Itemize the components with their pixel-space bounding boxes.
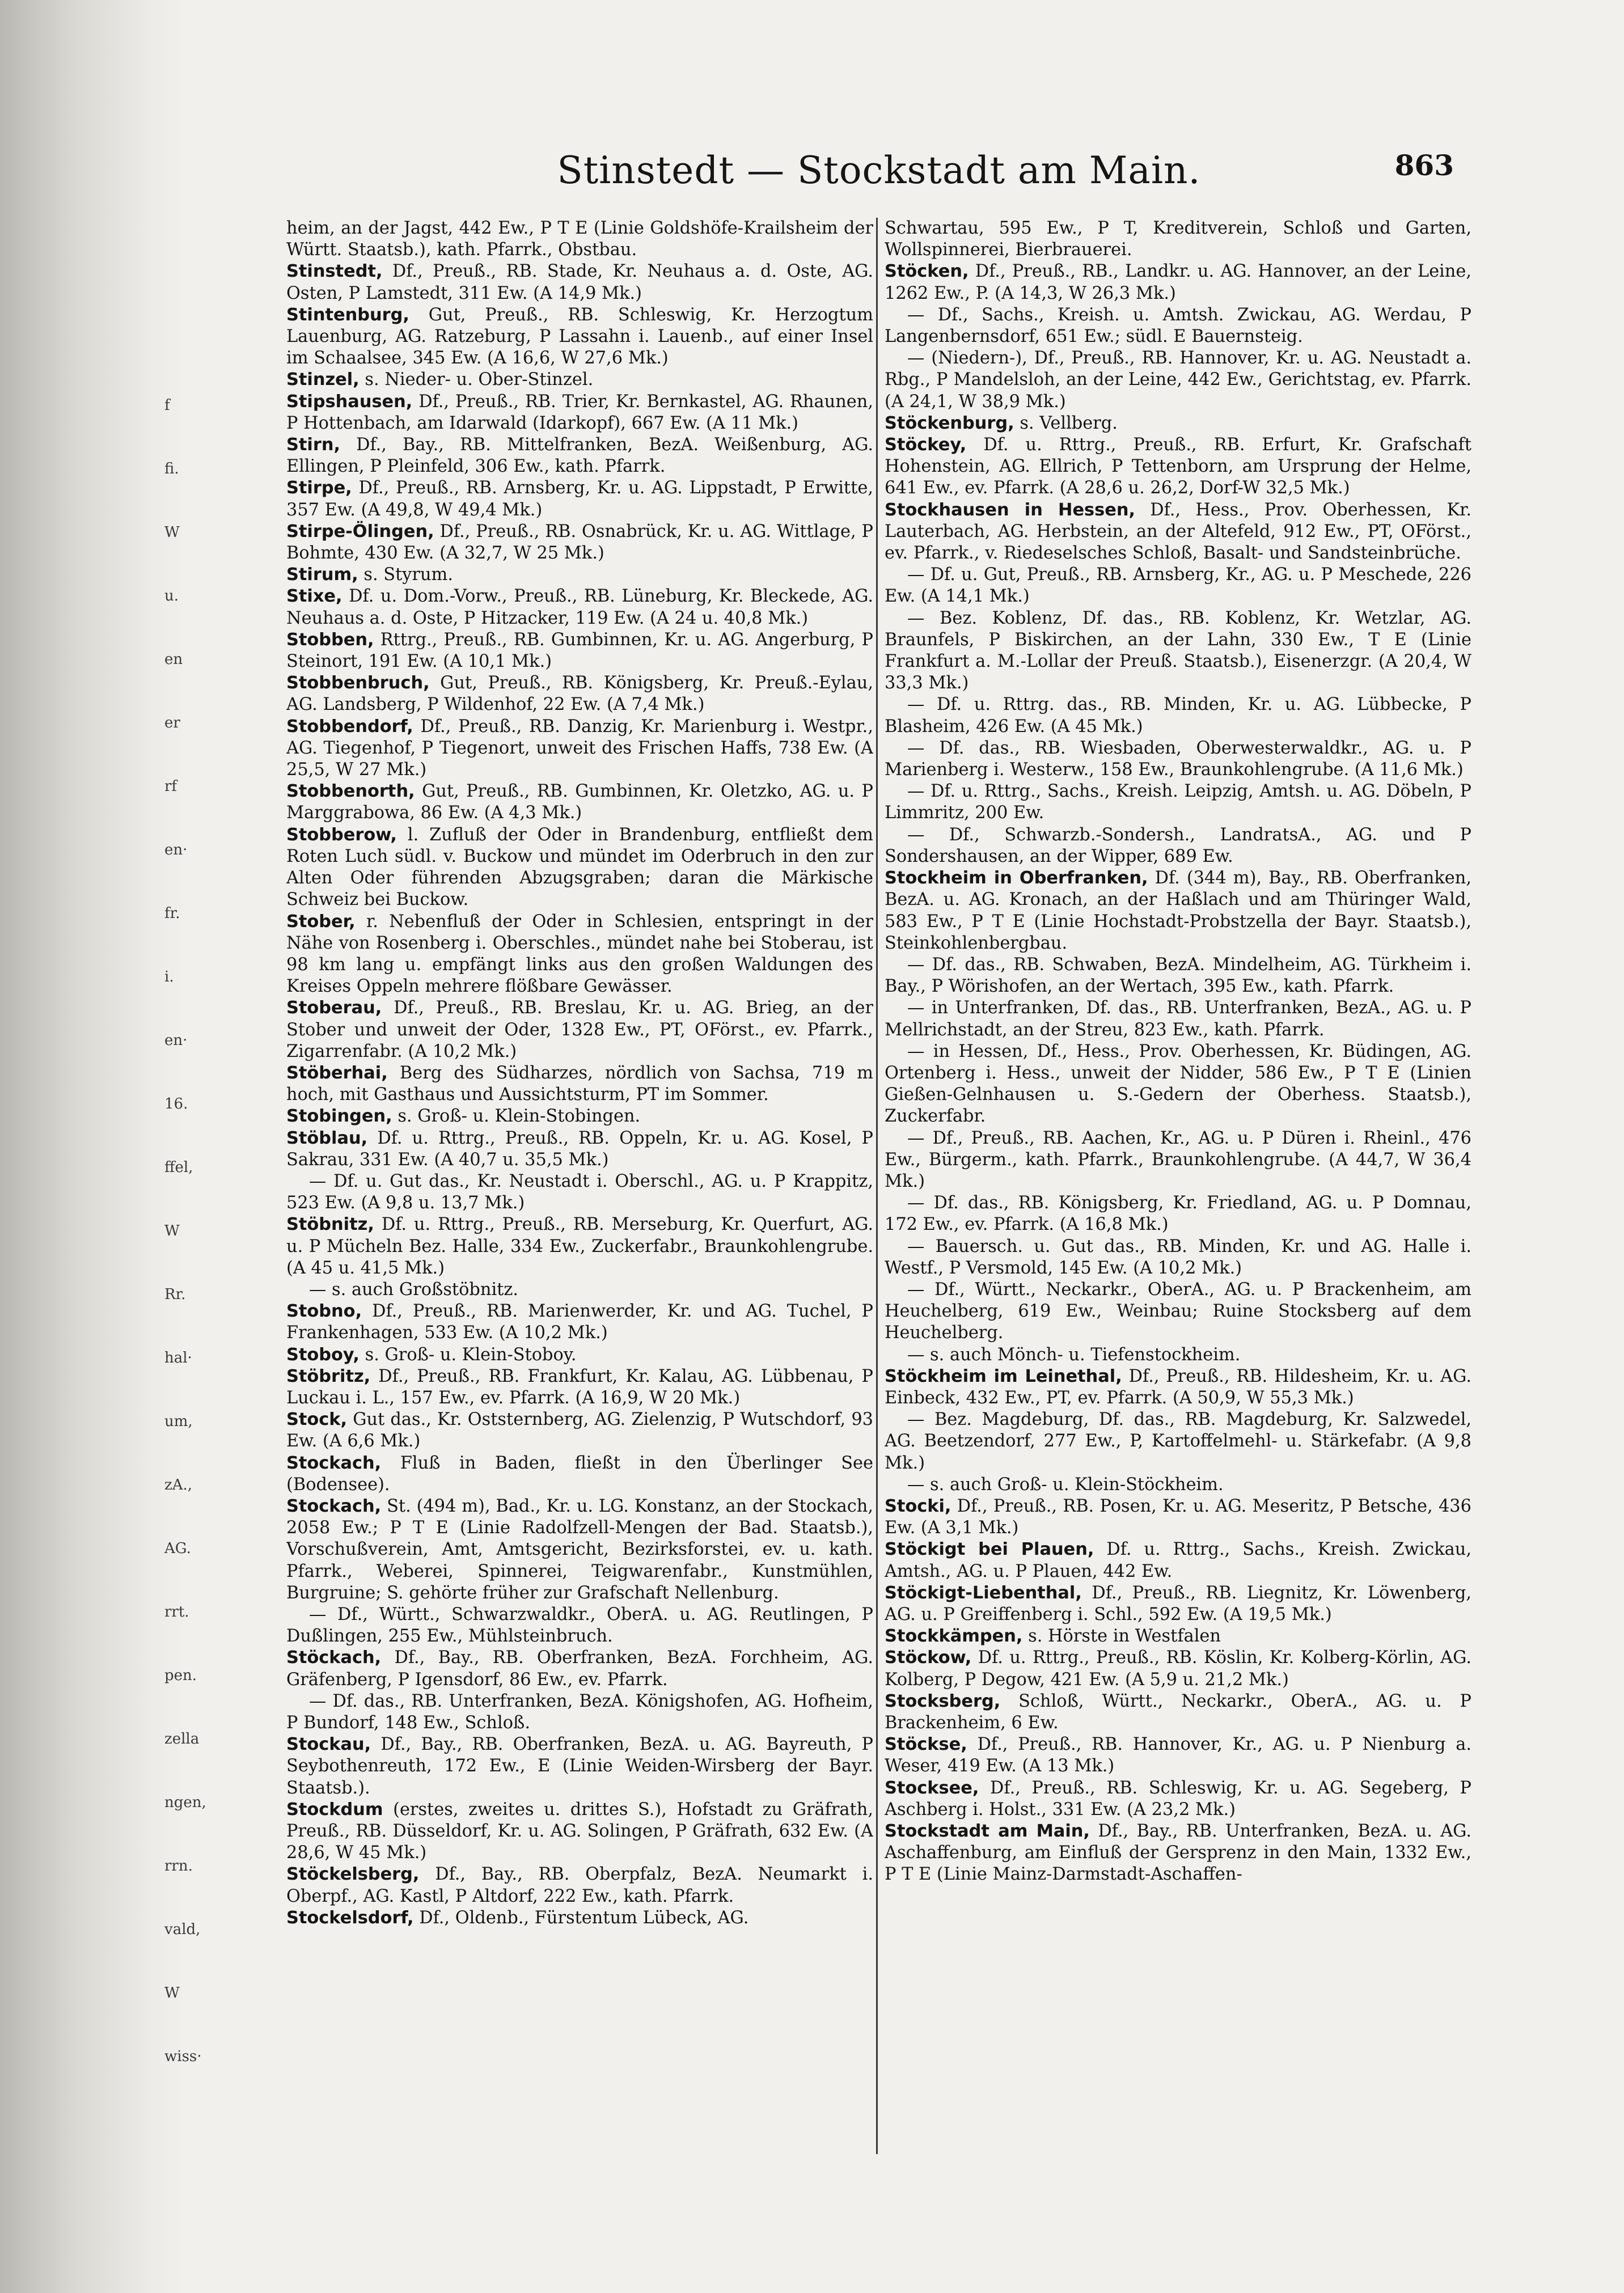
dictionary-entry [885, 1409, 1471, 1474]
page-number: 863 [1394, 149, 1454, 182]
entry-description: s. Nieder- u. Ober-Stinzel. [365, 370, 594, 390]
dictionary-entry [286, 781, 873, 824]
dictionary-entry [286, 521, 873, 564]
entry-description: Gut, Preuß., RB. Gumbinnen, Kr. Oletzko, AG. u. P Marggrabowa, 86 Ew. (A 4,3 Mk.) [286, 781, 873, 823]
entry-description: Df., Bay., RB. Oberfranken, BezA. Forchheim, AG. Gräfenberg, P Igensdorf, 86 Ew., ev. Pfarrk. [286, 1648, 873, 1690]
dictionary-entry [286, 1214, 873, 1279]
dictionary-entry [286, 716, 873, 781]
entry-description: Rttrg., Preuß., RB. Gumbinnen, Kr. u. AG. Angerburg, P Steinort, 191 Ew. (A 10,1 Mk.) [286, 629, 873, 672]
entry-description: Df., Hess., Prov. Oberhessen, Kr. Lauterbach, AG. Herbstein, an der Altefeld, 912 Ew., PT, OFörst., ev. Pfarrk., v. Riedeselsches Schloß, Basalt- und Sandsteinbrüche. [885, 500, 1471, 564]
entry-headword: Stockach, [286, 1496, 382, 1516]
entry-description: Df., Preuß., RB., Landkr. u. AG. Hannover, an der Leine, 1262 Ew., P. (A 14,3, W 26,3 Mk.) [885, 261, 1471, 303]
entry-description: s. Groß- u. Klein-Stobingen. [397, 1106, 641, 1127]
dictionary-entry [286, 261, 873, 304]
left-column [286, 218, 873, 2157]
dictionary-entry [885, 413, 1471, 434]
entry-headword: Stocki, [885, 1496, 951, 1516]
entry-headword: Stöcken, [885, 261, 969, 282]
dictionary-entry [885, 1344, 1471, 1366]
dictionary-entry [885, 218, 1471, 261]
entry-headword: Stöckigt bei Plauen, [885, 1539, 1094, 1560]
entry-headword: Stobben, [286, 629, 374, 650]
entry-description: s. Vellberg. [1020, 413, 1118, 433]
dictionary-entry [885, 1647, 1471, 1690]
dictionary-entry [286, 391, 873, 434]
margin-fragment: ngen, [164, 1794, 206, 1811]
dictionary-entry [286, 1344, 873, 1366]
margin-fragment: zA., [164, 1477, 193, 1494]
entry-description: — Df. das., RB. Wiesbaden, Oberwesterwaldkr., AG. u. P Marienberg i. Westerw., 158 Ew., Braunkohlengrube. (A 11,6 Mk.) [885, 738, 1471, 780]
entry-headword: Stocksberg, [885, 1691, 1001, 1711]
entry-headword: Stinstedt, [286, 261, 383, 282]
margin-fragment: W [164, 524, 180, 541]
entry-description: Gut das., Kr. Oststernberg, AG. Zielenzig, P Wutschdorf, 93 Ew. (A 6,6 Mk.) [286, 1410, 873, 1452]
margin-fragment: fr. [164, 905, 180, 922]
entry-headword: Stöckach, [286, 1648, 382, 1668]
dictionary-entry [885, 1474, 1471, 1496]
entry-headword: Stöckow, [885, 1648, 972, 1668]
entry-headword: Stoboy, [286, 1344, 360, 1365]
entry-headword: Stöckigt-Liebenthal, [885, 1583, 1082, 1603]
entry-headword: Stinzel, [286, 370, 360, 390]
dictionary-entry [885, 954, 1471, 997]
entry-description: (erstes, zweites u. drittes S.), Hofstadt zu Gräfrath, Preuß., RB. Düsseldorf, Kr. u. AG. Solingen, P Gräfrath, 632 Ew. (A 28,6, W 45 Mk.) [286, 1799, 873, 1863]
margin-fragment: W [164, 1222, 180, 1239]
entry-description: s. Hörste in Westfalen [1028, 1626, 1221, 1647]
entry-headword: Stöckenburg, [885, 413, 1014, 433]
entry-headword: Stöckey, [885, 435, 967, 455]
entry-headword: Stober, [286, 911, 356, 932]
entry-headword: Stintenburg, [286, 304, 409, 325]
dictionary-entry [885, 824, 1471, 868]
entry-description: Df., Bay., RB. Oberfranken, BezA. u. AG. Bayreuth, P Seybothenreuth, 172 Ew., E (Linie Weiden-Wirsberg der Bayr. Staatsb.). [286, 1734, 873, 1798]
dictionary-entry [885, 434, 1471, 500]
entry-description: Df. u. Rttrg., Sachs., Kreish. Zwickau, Amtsh., AG. u. P Plauen, 442 Ew. [885, 1539, 1471, 1581]
entry-headword: Stöbnitz, [286, 1215, 374, 1235]
dictionary-entry [885, 1128, 1471, 1193]
dictionary-entry [286, 629, 873, 672]
entry-description: Gut, Preuß., RB. Schleswig, Kr. Herzogtum Lauenburg, AG. Ratzeburg, P Lassahn i. Lauenb., auf einer Insel im Schaalsee, 345 Ew. (A 16,6, W 27,6 Mk.) [286, 304, 873, 369]
dictionary-entry [286, 434, 873, 477]
entry-description: Df., Preuß., RB. Liegnitz, Kr. Löwenberg, AG. u. P Greiffenberg i. Schl., 592 Ew. (A 19,5 Mk.) [885, 1583, 1471, 1624]
entry-headword: Stöberhai, [286, 1063, 388, 1083]
margin-fragment: wiss· [164, 2048, 202, 2065]
entry-headword: Stirum, [286, 565, 358, 585]
margin-fragment: u. [164, 587, 179, 604]
entry-description: Gut, Preuß., RB. Königsberg, Kr. Preuß.-Eylau, AG. Landsberg, P Wildenhof, 22 Ew. (A 7,4 Mk.) [286, 673, 873, 715]
entry-headword: Stöblau, [286, 1128, 368, 1148]
margin-fragment: 16. [164, 1095, 188, 1112]
dictionary-entry [885, 1366, 1471, 1409]
entry-description: Berg des Südharzes, nördlich von Sachsa, 719 m hoch, mit Gasthaus und Aussichtsturm, PT im Sommer. [286, 1063, 873, 1105]
dictionary-entry [885, 608, 1471, 695]
margin-fragment: Rr. [164, 1286, 186, 1303]
dictionary-entry [885, 781, 1471, 824]
margin-fragment: en· [164, 1032, 188, 1049]
margin-fragment: ffel, [164, 1159, 193, 1176]
dictionary-entry [286, 369, 873, 391]
entry-description: — Df., Württ., Schwarzwaldkr., OberA. u. AG. Reutlingen, P Dußlingen, 255 Ew., Mühlsteinbruch. [286, 1605, 873, 1647]
dictionary-entry [286, 586, 873, 629]
dictionary-entry [286, 997, 873, 1063]
entry-description: — Df. u. Gut, Preuß., RB. Arnsberg, Kr., AG. u. P Meschede, 226 Ew. (A 14,1 Mk.) [885, 565, 1471, 607]
entry-description: Df. u. Rttrg., Preuß., RB. Erfurt, Kr. Grafschaft Hohenstein, AG. Ellrich, P Tettenborn, am Ursprung der Helme, 641 Ew., ev. Pfarrk. (A 28,6 u. 26,2, Dorf-W 32,5 Mk.) [885, 435, 1471, 498]
dictionary-entry [286, 1691, 873, 1734]
dictionary-entry [286, 1453, 873, 1496]
dictionary-entry [286, 1106, 873, 1127]
dictionary-entry [286, 1409, 873, 1452]
entry-description: — Df., Sachs., Kreish. u. Amtsh. Zwickau, AG. Werdau, P Langenbernsdorf, 651 Ew.; südl. E Bauernsteig. [885, 304, 1471, 347]
entry-description: Df. (344 m), Bay., RB. Oberfranken, BezA. u. AG. Kronach, an der Haßlach und am Thüringer Wald, 583 Ew., P T E (Linie Hochstadt-Probstzella der Bayr. Staatsb.), Steinkohlenbergbau. [885, 868, 1471, 953]
dictionary-entry [286, 911, 873, 998]
entry-headword: Stobingen, [286, 1106, 392, 1127]
entry-description: Fluß in Baden, fließt in den Überlinger See (Bodensee). [286, 1453, 873, 1495]
dictionary-entry [885, 738, 1471, 781]
margin-fragment: zella [164, 1731, 200, 1748]
entry-description: — Bauersch. u. Gut das., RB. Minden, Kr. und AG. Halle i. Westf., P Versmold, 145 Ew. (A 10,2 Mk.) [885, 1236, 1471, 1278]
entry-description: Df., Bay., RB. Mittelfranken, BezA. Weißenburg, AG. Ellingen, P Pleinfeld, 306 Ew., kath. Pfarrk. [286, 435, 873, 477]
dictionary-entry [885, 1691, 1471, 1734]
entry-description: Df., Preuß., RB. Breslau, Kr. u. AG. Brieg, an der Stober und unweit der Oder, 1328 Ew., PT, OFörst., ev. Pfarrk., Zigarrenfabr. (A 10,2 Mk.) [286, 998, 873, 1061]
entry-description: s. Groß- u. Klein-Stoboy. [365, 1344, 577, 1365]
entry-headword: Stoberau, [286, 998, 382, 1018]
entry-description: Df., Preuß., RB. Danzig, Kr. Marienburg i. Westpr., AG. Tiegenhof, P Tiegenort, unweit des Frischen Haffs, 738 Ew. (A 25,5, W 27 Mk.) [286, 716, 873, 780]
margin-fragment: vald, [164, 1921, 201, 1938]
dictionary-entry [286, 1799, 873, 1864]
entry-description: — in Unterfranken, Df. das., RB. Unterfranken, BezA., AG. u. P Mellrichstadt, an der Streu, 823 Ew., kath. Pfarrk. [885, 998, 1471, 1040]
dictionary-entry [885, 997, 1471, 1040]
entry-headword: Stockstadt am Main, [885, 1821, 1090, 1842]
entry-headword: Stockdum [286, 1799, 383, 1820]
dictionary-entry [286, 1647, 873, 1690]
entry-description: Df., Preuß., RB. Schleswig, Kr. u. AG. Segeberg, P Aschberg i. Holst., 331 Ew. (A 23,2 Mk.) [885, 1778, 1471, 1820]
dictionary-entry [286, 1171, 873, 1214]
entry-description: Df., Bay., RB. Unterfranken, BezA. u. AG. Aschaffenburg, am Einfluß der Gersprenz in den Main, 1332 Ew., P T E (Linie Mainz-Darmstadt-Aschaffen- [885, 1821, 1471, 1885]
entry-headword: Stirpe, [286, 478, 352, 498]
entry-description: — Df., Württ., Neckarkr., OberA., AG. u. P Brackenheim, am Heuchelberg, 619 Ew., Weinbau; Ruine Stocksberg auf dem Heuchelberg. [885, 1279, 1471, 1343]
entry-headword: Stöckelsberg, [286, 1864, 420, 1885]
entry-description: — s. auch Groß- u. Klein-Stöckheim. [907, 1474, 1224, 1495]
entry-description: heim, an der Jagst, 442 Ew., P T E (Linie Goldshöfe-Krailsheim der Württ. Staatsb.), kath. Pfarrk., Obstbau. [286, 218, 873, 260]
dictionary-entry [885, 1236, 1471, 1279]
entry-description: — Df., Preuß., RB. Aachen, Kr., AG. u. P Düren i. Rheinl., 476 Ew., Bürgerm., kath. Pfarrk., Braunkohlengrube. (A 44,7, W 36,4 Mk.) [885, 1128, 1471, 1191]
entry-description: Df., Preuß., RB. Posen, Kr. u. AG. Meseritz, P Betsche, 436 Ew. (A 3,1 Mk.) [885, 1496, 1471, 1538]
entry-description: Schwartau, 595 Ew., P T, Kreditverein, Schloß und Garten, Wollspinnerei, Bierbrauerei. [885, 218, 1471, 260]
entry-headword: Stirn, [286, 435, 341, 455]
dictionary-entry [885, 500, 1471, 565]
entry-description: — Df., Schwarzb.-Sondersh., LandratsA., AG. und P Sondershausen, an der Wipper, 689 Ew. [885, 824, 1471, 866]
margin-fragment: W [164, 1985, 180, 2002]
entry-headword: Stirpe-Ölingen, [286, 521, 434, 541]
entry-description: Df., Preuß., RB. Arnsberg, Kr. u. AG. Lippstadt, P Erwitte, 357 Ew. (A 49,8, W 49,4 Mk.) [286, 478, 873, 520]
dictionary-entry [885, 1626, 1471, 1647]
entry-description: — s. auch Mönch- u. Tiefenstockheim. [907, 1344, 1241, 1365]
margin-fragment: fi. [164, 460, 179, 477]
dictionary-entry [286, 304, 873, 370]
margin-fragment: rrn. [164, 1858, 193, 1875]
entry-description: — Df. u. Gut das., Kr. Neustadt i. Oberschl., AG. u. P Krappitz, 523 Ew. (A 9,8 u. 13,7 Mk.) [286, 1171, 873, 1213]
entry-description: r. Nebenfluß der Oder in Schlesien, entspringt in der Nähe von Rosenberg i. Oberschles., mündet nahe bei Stoberau, ist 98 km lang u. empfängt links aus den großen Waldungen des Kreises Oppeln mehrere flößbare Gewässer. [286, 911, 873, 997]
entry-description: Df., Preuß., RB. Marienwerder, Kr. und AG. Tuchel, P Frankenhagen, 533 Ew. (A 10,2 Mk.) [286, 1301, 873, 1343]
entry-headword: Stockheim in Oberfranken, [885, 868, 1148, 889]
entry-description: Df., Bay., RB. Oberpfalz, BezA. Neumarkt i. Oberpf., AG. Kastl, P Altdorf, 222 Ew., kath. Pfarrk. [286, 1864, 873, 1906]
entry-headword: Stixe, [286, 586, 342, 607]
scan-margin-shadow [0, 0, 187, 2293]
margin-fragment: f [164, 397, 170, 414]
margin-fragment: en [164, 651, 183, 668]
entry-description: — Df. u. Rttrg. das., RB. Minden, Kr. u. AG. Lübbecke, P Blasheim, 426 Ew. (A 45 Mk.) [885, 695, 1471, 737]
entry-description: — Df. das., RB. Königsberg, Kr. Friedland, AG. u. P Domnau, 172 Ew., ev. Pfarrk. (A 16,8 Mk.) [885, 1193, 1471, 1235]
dictionary-entry [286, 1604, 873, 1647]
dictionary-entry [885, 1821, 1471, 1886]
entry-description: — in Hessen, Df., Hess., Prov. Oberhessen, Kr. Büdingen, AG. Ortenberg i. Hess., unweit der Nidder, 586 Ew., P T E (Linien Gießen-Gelnhausen u. S.-Gedern der Oberhess. Staatsb.), Zuckerfabr. [885, 1041, 1471, 1127]
entry-headword: Stobbendorf, [286, 716, 413, 737]
margin-fragment: hal· [164, 1349, 192, 1367]
dictionary-entry [286, 1864, 873, 1907]
margin-fragment: pen. [164, 1667, 197, 1684]
right-column [885, 218, 1471, 2157]
entry-description: — Df. u. Rttrg., Sachs., Kreish. Leipzig, Amtsh. u. AG. Döbeln, P Limmritz, 200 Ew. [885, 781, 1471, 823]
dictionary-entry [286, 218, 873, 261]
entry-description: Df. u. Rttrg., Preuß., RB. Oppeln, Kr. u. AG. Kosel, P Sakrau, 331 Ew. (A 40,7 u. 35,5 Mk.) [286, 1128, 873, 1170]
entry-description: — s. auch Großstöbnitz. [309, 1279, 519, 1300]
dictionary-entry [286, 1279, 873, 1301]
entry-description: — (Niedern-), Df., Preuß., RB. Hannover, Kr. u. AG. Neustadt a. Rbg., P Mandelsloh, an der Leine, 442 Ew., Gerichtstag, ev. Pfarrk. (A 24,1, W 38,9 Mk.) [885, 348, 1471, 412]
running-head: Stinstedt — Stockstadt am Main. [557, 149, 1201, 192]
entry-headword: Stock, [286, 1410, 348, 1430]
dictionary-entry [885, 304, 1471, 348]
entry-headword: Stöbritz, [286, 1366, 371, 1386]
dictionary-entry [885, 1496, 1471, 1539]
entry-description: Df., Preuß., RB. Stade, Kr. Neuhaus a. d. Oste, AG. Osten, P Lamstedt, 311 Ew. (A 14,9 Mk.) [286, 261, 873, 303]
margin-fragment: er [164, 714, 180, 731]
dictionary-entry [885, 1041, 1471, 1128]
entry-description: Df., Oldenb., Fürstentum Lübeck, AG. [419, 1907, 749, 1928]
margin-fragment: rf [164, 778, 177, 795]
dictionary-entry [286, 824, 873, 911]
dictionary-entry [885, 348, 1471, 413]
dictionary-entry [286, 477, 873, 521]
dictionary-entry [885, 1583, 1471, 1626]
dictionary-entry [286, 1301, 873, 1344]
entry-description: Df., Preuß., RB. Hannover, Kr., AG. u. P Nienburg a. Weser, 419 Ew. (A 13 Mk.) [885, 1734, 1471, 1776]
margin-fragment: i. [164, 968, 174, 985]
entry-headword: Stobbenbruch, [286, 673, 430, 693]
entry-headword: Stockach, [286, 1453, 382, 1473]
entry-headword: Stöckse, [885, 1734, 967, 1755]
dictionary-entry [885, 1778, 1471, 1821]
dictionary-entry [286, 1128, 873, 1171]
dictionary-entry [286, 1366, 873, 1409]
entry-description: Df., Preuß., RB. Frankfurt, Kr. Kalau, AG. Lübbenau, P Luckau i. L., 157 Ew., ev. Pfarrk. (A 16,9, W 20 Mk.) [286, 1366, 873, 1408]
margin-fragment: en· [164, 841, 188, 858]
dictionary-entry [286, 1734, 873, 1799]
dictionary-entry [885, 868, 1471, 954]
dictionary-entry [885, 564, 1471, 607]
dictionary-entry [885, 261, 1471, 304]
dictionary-entry [286, 1496, 873, 1604]
column-divider [876, 218, 878, 2154]
dictionary-entry [286, 1063, 873, 1106]
entry-description: Df. u. Rttrg., Preuß., RB. Merseburg, Kr. Querfurt, AG. u. P Mücheln Bez. Halle, 334 Ew., Zuckerfabr., Braunkohlengrube. (A 45 u. 41,5 Mk.) [286, 1215, 873, 1278]
entry-headword: Stockkämpen, [885, 1626, 1023, 1647]
entry-description: Df., Preuß., RB. Hildesheim, Kr. u. AG. Einbeck, 432 Ew., PT, ev. Pfarrk. (A 50,9, W 55,3 Mk.) [885, 1366, 1471, 1408]
entry-headword: Stockau, [286, 1734, 371, 1755]
dictionary-entry [885, 1279, 1471, 1344]
entry-headword: Stocksee, [885, 1778, 979, 1798]
entry-description: Df. u. Rttrg., Preuß., RB. Köslin, Kr. Kolberg-Körlin, AG. Kolberg, P Degow, 421 Ew. (A 5,9 u. 21,2 Mk.) [885, 1648, 1471, 1690]
entry-description: — Bez. Magdeburg, Df. das., RB. Magdeburg, Kr. Salzwedel, AG. Beetzendorf, 277 Ew., P, Kartoffelmehl- u. Stärkefabr. (A 9,8 Mk.) [885, 1410, 1471, 1473]
entry-description: Schloß, Württ., Neckarkr., OberA., AG. u. P Brackenheim, 6 Ew. [885, 1691, 1471, 1733]
entry-headword: Stobbenorth, [286, 781, 415, 802]
margin-fragment: AG. [164, 1540, 191, 1557]
entry-description: l. Zufluß der Oder in Brandenburg, entfließt dem Roten Luch südl. v. Buckow und mündet im Oderbruch in den zur Alten Oder führenden Abzugsgraben; daran die Märkische Schweiz bei Buckow. [286, 824, 873, 910]
entry-description: St. (494 m), Bad., Kr. u. LG. Konstanz, an der Stockach, 2058 Ew.; P T E (Linie Radolfzell-Mengen der Bad. Staatsb.), Vorschußverein, Amt, Amtsgericht, Bezirksforstei, ev. u. kath. Pfarrk., Weberei, Spinnerei, Teigwarenfabr., Kunstmühlen, Burgruine; S. gehörte früher zur Grafschaft Nellenburg. [286, 1496, 873, 1603]
dictionary-entry [286, 672, 873, 716]
entry-description: — Df. das., RB. Unterfranken, BezA. Königshofen, AG. Hofheim, P Bundorf, 148 Ew., Schloß. [286, 1691, 873, 1733]
entry-headword: Stobno, [286, 1301, 362, 1322]
entry-description: Df., Preuß., RB. Trier, Kr. Bernkastel, AG. Rhaunen, P Hottenbach, am Idarwald (Idarkopf), 667 Ew. (A 11 Mk.) [286, 391, 873, 433]
dictionary-entry [286, 1907, 873, 1929]
dictionary-entry [885, 1192, 1471, 1236]
entry-headword: Stipshausen, [286, 391, 413, 412]
entry-headword: Stockhausen in Hessen, [885, 500, 1136, 520]
dictionary-entry [885, 694, 1471, 737]
dictionary-entry [885, 1539, 1471, 1582]
dictionary-entry [286, 564, 873, 586]
entry-description: Df. u. Dom.-Vorw., Preuß., RB. Lüneburg, Kr. Bleckede, AG. Neuhaus a. d. Oste, P Hitzacker, 119 Ew. (A 24 u. 40,8 Mk.) [286, 586, 873, 628]
entry-description: Df., Preuß., RB. Osnabrück, Kr. u. AG. Wittlage, P Bohmte, 430 Ew. (A 32,7, W 25 Mk.) [286, 521, 873, 564]
entry-headword: Stockelsdorf, [286, 1907, 414, 1928]
margin-fragment: rrt. [164, 1604, 189, 1621]
entry-headword: Stöckheim im Leinethal, [885, 1366, 1122, 1386]
margin-fragment: um, [164, 1413, 193, 1430]
entry-description: s. Styrum. [363, 565, 454, 585]
entry-headword: Stobberow, [286, 824, 397, 845]
entry-description: — Df. das., RB. Schwaben, BezA. Mindelheim, AG. Türkheim i. Bay., P Wörishofen, an der Wertach, 395 Ew., kath. Pfarrk. [885, 954, 1471, 997]
dictionary-entry [885, 1734, 1471, 1777]
entry-description: — Bez. Koblenz, Df. das., RB. Koblenz, Kr. Wetzlar, AG. Braunfels, P Biskirchen, an der Lahn, 330 Ew., T E (Linie Frankfurt a. M.-Lollar der Preuß. Staatsb.), Eisenerzgr. (A 20,4, W 33,3 Mk.) [885, 608, 1471, 693]
